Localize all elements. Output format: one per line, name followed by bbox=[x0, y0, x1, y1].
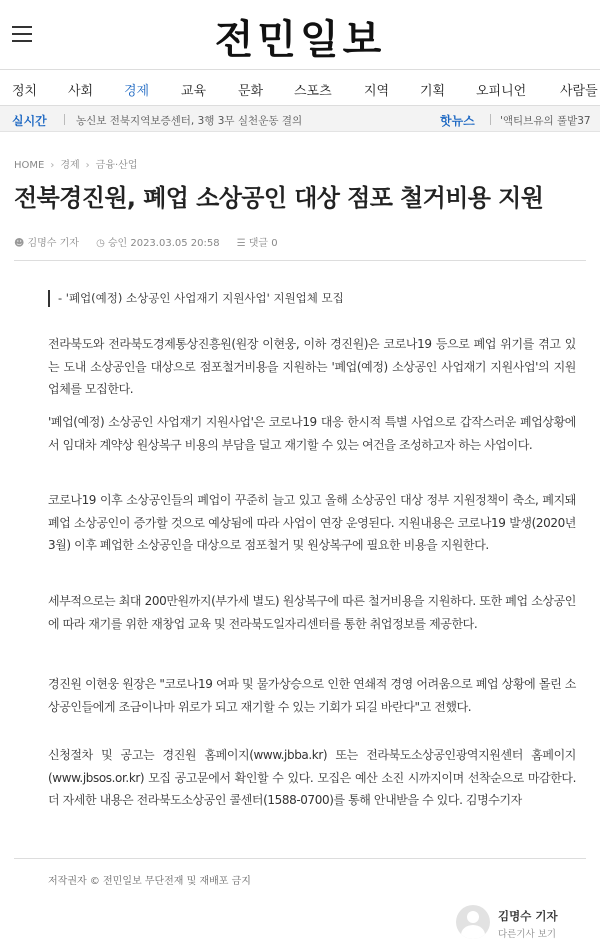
person-icon: ☻ bbox=[14, 238, 25, 249]
article-paragraph: 코로나19 이후 소상공인들의 폐업이 꾸준히 늘고 있고 올해 소상공인 대상 정부 지원정책이 축소, 폐지돼 폐업 소상공인이 증가할 것으로 예상됨에 따라 사업이 연장 운영된다. 지원내용은 코로나19 발생(2020년 3월) 이후 폐업한 소상공인을 대상으로 점포철거 및 원상복구에 필요한 비용을 지원한다. bbox=[48, 493, 576, 552]
breadcrumb-finance-industry[interactable]: 금융·산업 bbox=[95, 160, 138, 171]
author-box bbox=[456, 905, 596, 945]
breadcrumb-economy[interactable]: 경제 bbox=[60, 160, 80, 171]
article-paragraph: 전라북도와 전라북도경제통상진흥원(원장 이현웅, 이하 경진원)은 코로나19 등으로 폐업 위기를 겪고 있는 도내 소상공인을 대상으로 점포철거비용을 지원하는 '폐업(예정) 소상공인 사업재기 지원사업'의 지원업체를 모집한다. bbox=[48, 337, 576, 396]
chevron-right-icon: › bbox=[50, 160, 55, 171]
article-paragraph: 경진원 이현웅 원장은 "코로나19 여파 및 물가상승으로 인한 연쇄적 경영 어려움으로 폐업 상황에 몰린 소상공인들에게 조금이나마 위로가 되고 재기할 수 있는 기회가 되길 바란다"고 전했다. bbox=[48, 677, 576, 714]
realtime-headline[interactable]: 농신보 전북지역보증센터, 3행 3무 실천운동 결의 bbox=[76, 115, 303, 127]
speech-bubble-icon: ☰ bbox=[236, 238, 246, 249]
news-ticker bbox=[0, 106, 600, 132]
clock-icon: ◷ bbox=[96, 238, 105, 249]
ticker-separator bbox=[490, 114, 491, 125]
more-articles-link[interactable]: 다른기사 보기 bbox=[498, 929, 557, 940]
realtime-label: 실시간 bbox=[12, 114, 47, 128]
avatar bbox=[456, 905, 490, 939]
article-title: 전북경진원, 폐업 소상공인 대상 점포 철거비용 지원 bbox=[14, 184, 544, 212]
site-logo[interactable]: 전민일보 bbox=[214, 16, 386, 63]
nav-item-region[interactable]: 지역 bbox=[364, 84, 390, 99]
nav-item-opinion[interactable]: 오피니언 bbox=[476, 84, 527, 99]
hot-news-label: 핫뉴스 bbox=[440, 114, 475, 128]
site-header bbox=[0, 0, 600, 70]
article-approved-time: 승인 2023.03.05 20:58 bbox=[107, 238, 220, 249]
breadcrumb-home[interactable]: HOME bbox=[14, 160, 45, 171]
hot-news-headline[interactable]: '액티브유의 풀밭37 bbox=[500, 115, 591, 127]
breadcrumb bbox=[14, 156, 138, 171]
nav-item-people[interactable]: 사람들 bbox=[560, 84, 598, 99]
article-meta bbox=[14, 234, 292, 249]
nav-item-planning[interactable]: 기획 bbox=[420, 84, 446, 99]
meta-divider bbox=[14, 260, 586, 261]
author-box-name[interactable]: 김명수 기자 bbox=[498, 909, 558, 923]
nav-item-politics[interactable]: 정치 bbox=[12, 84, 38, 99]
nav-item-education[interactable]: 교육 bbox=[181, 84, 207, 99]
copyright-notice: 저작권자 © 전민일보 무단전재 및 재배포 금지 bbox=[48, 876, 251, 887]
nav-item-sports[interactable]: 스포츠 bbox=[294, 84, 332, 99]
body-divider bbox=[14, 858, 586, 859]
article-paragraph: 세부적으로는 최대 200만원까지(부가세 별도) 원상복구에 따른 철거비용을 지원하다. 또한 폐업 소상공인에 따라 재기를 위한 재창업 교육 및 전라북도일자리센터를 통한 취업정보를 제공한다. bbox=[48, 594, 576, 631]
article-subhead: - '폐업(예정) 소상공인 사업재기 지원사업' 지원업체 모집 bbox=[48, 290, 344, 307]
ticker-separator bbox=[64, 114, 65, 125]
main-nav bbox=[0, 70, 600, 106]
chevron-right-icon: › bbox=[85, 160, 90, 171]
comment-count[interactable]: 댓글 0 bbox=[248, 238, 278, 249]
article-paragraph: '폐업(예정) 소상공인 사업재기 지원사업'은 코로나19 대응 한시적 특별 사업으로 갑작스러운 폐업상황에서 임대차 계약상 원상복구 비용의 부담을 덜고 재기할 수 있는 여건을 조성하고자 하는 사업이다. bbox=[48, 415, 576, 452]
article-author[interactable]: 김명수 기자 bbox=[27, 238, 79, 249]
nav-item-economy[interactable]: 경제 bbox=[124, 84, 150, 99]
article-paragraph: 신청절차 및 공고는 경진원 홈페이지(www.jbba.kr) 또는 전라북도소상공인광역지원센터 홈페이지(www.jbsos.or.kr) 모집 공고문에서 확인할 수 있다. 모집은 예산 소진 시까지이며 선착순으로 마감한다. 더 자세한 내용은 전라북도소상공인 콜센터(1588-0700)를 통해 안내받을 수 있다. 김명수기자 bbox=[48, 748, 576, 807]
nav-item-culture[interactable]: 문화 bbox=[238, 84, 264, 99]
nav-item-society[interactable]: 사회 bbox=[68, 84, 94, 99]
